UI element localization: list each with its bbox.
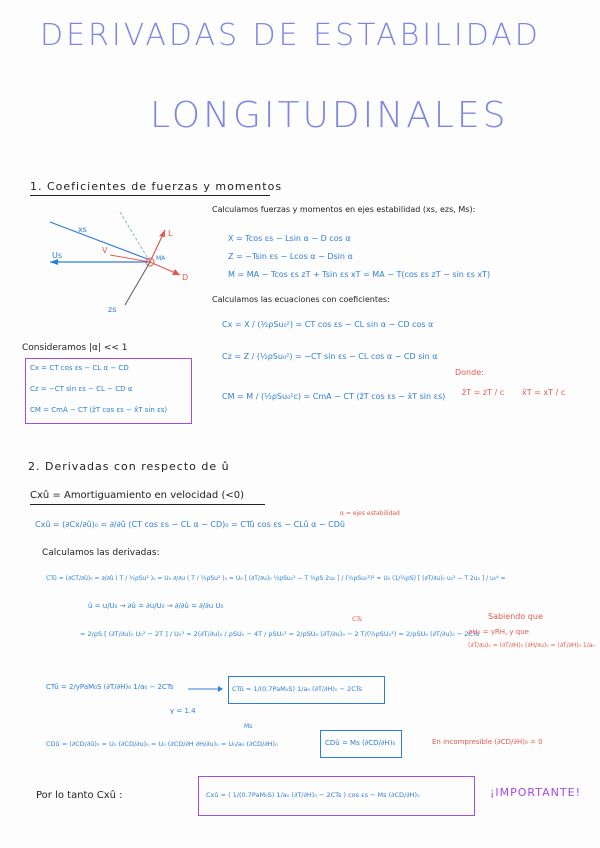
eq-cxu: Cxû = (∂Cx/∂û)₀ = ∂/∂û (CT cos εs − CL α − CD)₀ = CTû cos εs − CLû α − CDû <box>35 520 345 529</box>
section2-sub: Cxû = Amortiguamiento en velocidad (<0) <box>30 490 244 501</box>
importante-label: ¡IMPORTANTE! <box>490 786 581 799</box>
box-cz: Cz = −CT sin εs − CL − CD α <box>30 385 133 393</box>
eq-cx: Cx = X / (½ρSu₀²) = CT cos εs − CL sin α − CD cos α <box>222 320 434 329</box>
eq-cm: CM = M / (½ρSu₀²c) = CmA − CT (ẑT cos εs − x̂T sin εs) <box>222 392 446 401</box>
eq-uhat: û = u/U₀ → ∂û = ∂u/U₀ → ∂/∂û = ∂/∂u U₀ <box>88 602 224 610</box>
eq-cdu-boxed: CDû = Ms (∂CD/∂H)₀ <box>325 739 396 747</box>
diagram-ma-label: MA <box>156 255 166 262</box>
por-lo-tanto: Por lo tanto Cxû : <box>36 790 123 801</box>
section2-sub-underline <box>30 504 265 505</box>
eq-ctu-boxed: CTû = 1/(0.7PaM₀S) 1/a₀ (∂T/∂H)₀ − 2CTs <box>232 685 363 693</box>
diagram-us-label: Us <box>52 251 63 260</box>
diagram-d-label: D <box>182 273 189 282</box>
zhat-def: ẑT = zT / c <box>462 388 505 397</box>
diagram-v-label: V <box>102 246 108 255</box>
gamma-note: γ = 1.4 <box>170 707 196 715</box>
eq-x: X = Tcos εs − Lsin α − D cos α <box>228 234 351 243</box>
sabiendo-label: Sabiendo que <box>488 612 543 621</box>
eq-final: Cxû = ( 1/(0.7PaM₀S) 1/a₀ (∂T/∂H)₀ − 2CTs ) cos εs − Ms (∂CD/∂H)₀ <box>206 791 420 799</box>
sabiendo-line1: ρU₀ = γRH, y que <box>468 628 529 636</box>
section1-intro: Calculamos fuerzas y momentos en ejes estabilidad (xs, ezs, Ms): <box>212 205 476 214</box>
xhat-def: x̂T = xT / c <box>522 388 566 397</box>
coef-intro: Calculamos las ecuaciones con coeficientes: <box>212 295 390 304</box>
eq-ctu-1: CTû = (∂CT/∂û)₀ = ∂/∂û ( T / ½ρSu² )₀ = U₀ ∂/∂u ( T / ½ρSu² )₀ = U₀ [ (∂T/∂u)₀ ½ρSu₀² − T ½ρS 2u₀ ] / (½ρSu₀²)² = U₀ (1/½ρS) [ (∂T/∂u)₀ u₀² − T 2u₀ ] / u₀⁴ = <box>46 575 506 582</box>
ms-label: Ms <box>244 723 253 730</box>
eq-m: M = MA − Tcos εs zT + Tsin εs xT = MA − T(cos εs zT − sin εs xT) <box>228 270 491 279</box>
section1-heading: 1. Coeficientes de fuerzas y momentos <box>30 180 283 193</box>
section1-underline <box>30 195 270 196</box>
sabiendo-line2: (∂T/∂u)₀ = (∂T/∂H)₀ (∂H/∂u)₀ = (∂T/∂H)₀ 1/a₀ <box>468 642 595 649</box>
diagram-zs-label: zs <box>108 305 117 314</box>
incompresible-note: En incompresible (∂CD/∂H)₀ = 0 <box>432 738 543 746</box>
eq-ctu-3: CTû = 2/γPaM₀S (∂T/∂H)₀ 1/a₀ − 2CTs <box>46 683 174 691</box>
arrow-1 <box>188 684 223 694</box>
eq-cz: Cz = Z / (½ρSu₀²) = −CT sin εs − CL cos α − CD sin α <box>222 352 438 361</box>
cts-label: CTs <box>352 616 362 623</box>
box-cx: Cx = CT cos εs − CL α − CD <box>30 364 129 372</box>
considering-label: Consideramos |α| << 1 <box>22 343 128 353</box>
axes-diagram <box>30 200 200 320</box>
note-alpha: α = ejes estabilidad <box>340 510 400 517</box>
section2-heading: 2. Derivadas con respecto de û <box>28 460 230 473</box>
eq-z: Z = −Tsin εs − Lcos α − Dsin α <box>228 252 353 261</box>
diagram-l-label: L <box>168 229 173 238</box>
eq-ctu-2: = 2/ρS [ (∂T/∂u)₀ U₀² − 2T ] / U₀³ = 2(∂T/∂u)₀ / ρSU₀ − 4T / ρSU₀² = 2/ρSU₀ (∂T/∂u)₀ − 2 T/(½ρSU₀²) = 2/ρSU₀ (∂T/∂u)₀ − 2CTs <box>80 630 480 638</box>
donde-label: Donde: <box>455 368 484 377</box>
calc-label: Calculamos las derivadas: <box>42 548 160 558</box>
eq-cdu: CDû = (∂CD/∂û)₀ = U₀ (∂CD/∂u)₀ = U₀ (∂CD/∂H ∂H/∂u)₀ = U₀/a₀ (∂CD/∂H)₀ <box>46 740 278 748</box>
page-title-line2: LONGITUDINALES <box>150 95 509 136</box>
box-cm: CM = CmA − CT (ẑT cos εs − x̂T sin εs) <box>30 406 168 414</box>
page-title-line1: DERIVADAS DE ESTABILIDAD <box>40 18 541 53</box>
diagram-xs-label: xs <box>78 225 87 234</box>
